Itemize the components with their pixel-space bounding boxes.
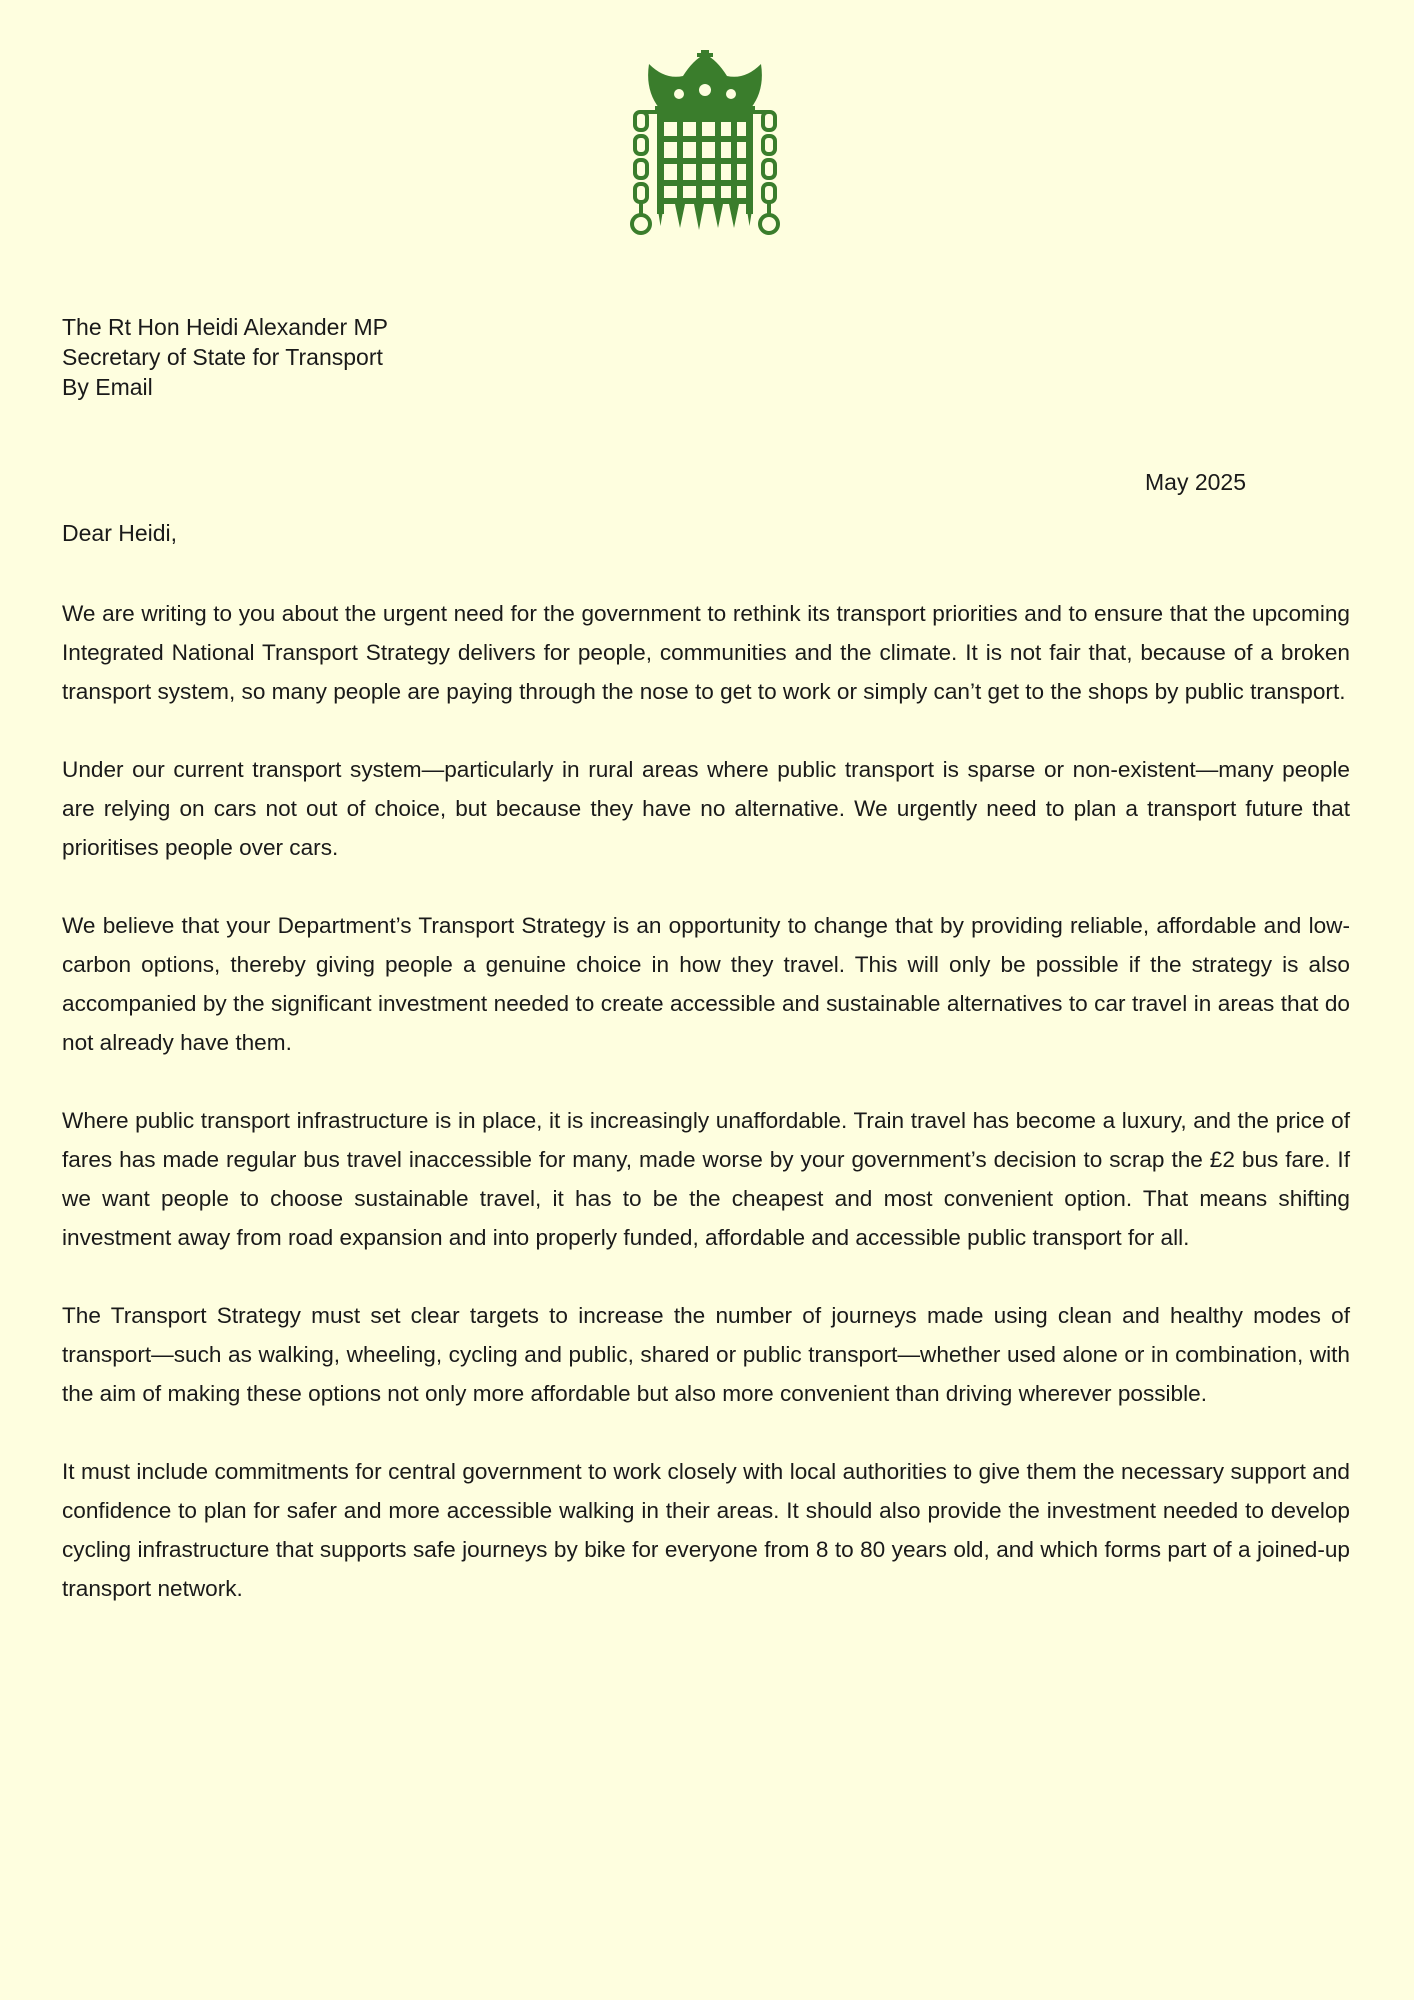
recipient-delivery: By Email	[62, 374, 153, 400]
recipient-title: Secretary of State for Transport	[62, 344, 383, 370]
body-paragraph: It must include commitments for central government to work closely with local authorities to give them the necessary support and confidence to plan for safer and more accessible walking in their areas. It should also provide the investment needed to develop cycling infrastructure that supports safe journeys by bike for everyone from 8 to 80 years old, and which forms part of a joined-up transport network.	[62, 1459, 1350, 1601]
body-paragraph: We believe that your Department’s Transport Strategy is an opportunity to change that by providing reliable, affordable and low-carbon options, thereby giving people a genuine choice in how they travel. This will only be possible if the strategy is also accompanied by the significant investment needed to create accessible and sustainable alternatives to car travel in areas that do not already have them.	[62, 913, 1350, 1055]
body-paragraph: The Transport Strategy must set clear targets to increase the number of journeys made using clean and healthy modes of transport—such as walking, wheeling, cycling and public, shared or public transport—whether used alone or in combination, with the aim of making these options not only more affordable but also more convenient than driving wherever possible.	[62, 1303, 1350, 1406]
salutation: Dear Heidi,	[62, 520, 178, 546]
body-paragraph: Where public transport infrastructure is in place, it is increasingly unaffordable. Train travel has become a luxury, and the price of fares has made regular bus travel inaccessible for many, made worse by your government’s decision to scrap the £2 bus fare. If we want people to choose sustainable travel, it has to be the cheapest and most convenient option. That means shifting investment away from road expansion and into properly funded, affordable and accessible public transport for all.	[62, 1108, 1350, 1250]
recipient-name: The Rt Hon Heidi Alexander MP	[62, 314, 388, 340]
letter-body	[62, 594, 1350, 1647]
letter-date: May 2025	[1145, 469, 1247, 495]
portcullis-crest-icon	[627, 50, 783, 238]
body-paragraph: Under our current transport system—particularly in rural areas where public transport is sparse or non-existent—many people are relying on cars not out of choice, but because they have no alternative. We urgently need to plan a transport future that prioritises people over cars.	[62, 757, 1350, 860]
recipient-address	[62, 312, 388, 402]
body-paragraph: We are writing to you about the urgent need for the government to rethink its transport priorities and to ensure that the upcoming Integrated National Transport Strategy delivers for people, communities and the climate. It is not fair that, because of a broken transport system, so many people are paying through the nose to get to work or simply can’t get to the shops by public transport.	[62, 601, 1350, 704]
